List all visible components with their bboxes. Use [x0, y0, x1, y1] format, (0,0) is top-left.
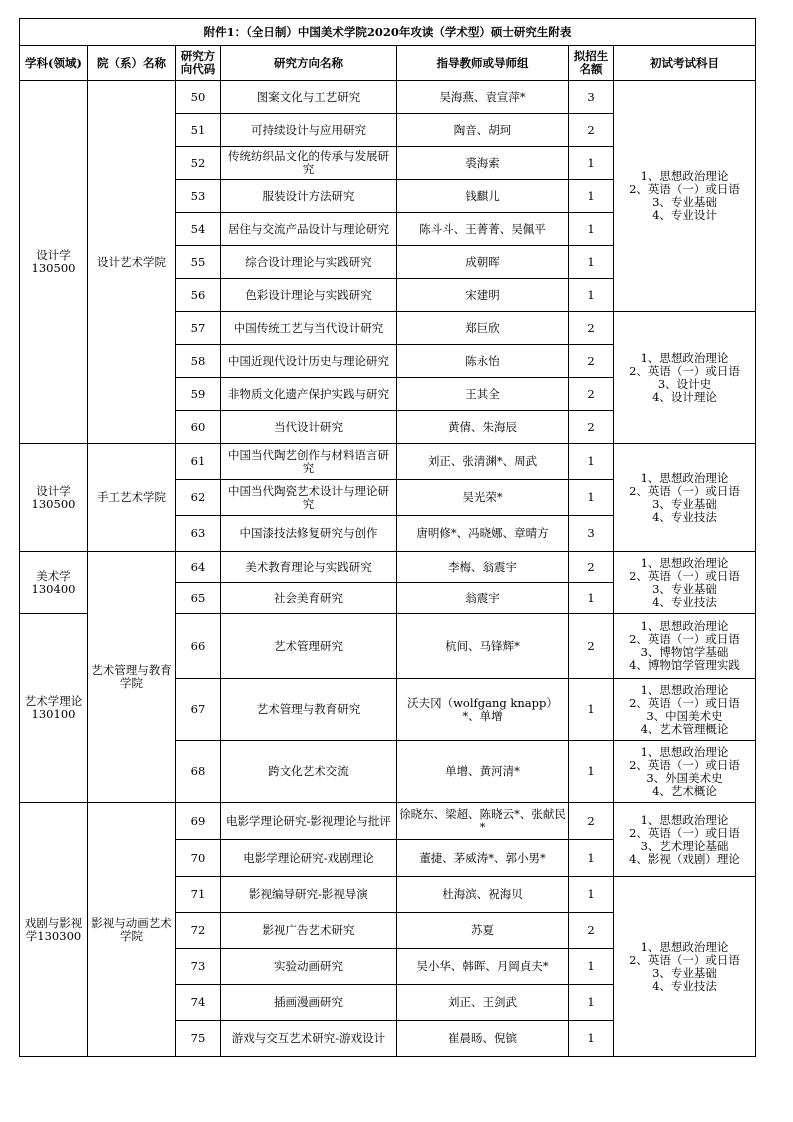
- direction-cell: 服装设计方法研究: [221, 180, 397, 213]
- advisor-cell: 吴小华、韩晖、月岡貞夫*: [397, 949, 569, 985]
- header-advisor: 指导教师或导师组: [397, 46, 569, 81]
- exam-subject-line: 1、思想政治理论: [640, 939, 729, 954]
- subject-cell: 设计学 130500: [20, 444, 88, 552]
- code-cell: 60: [176, 411, 221, 444]
- exam-subject-line: 1、思想政治理论: [640, 169, 729, 183]
- advisor-cell: 徐晓东、梁超、陈晓云*、张献民*: [397, 803, 569, 840]
- advisor-cell: 杭间、马锋辉*: [397, 614, 569, 679]
- code-cell: 71: [176, 877, 221, 913]
- exam-subject-line: 2、英语（一）或日语: [629, 568, 740, 583]
- exam-subject-line: 4、艺术概论: [652, 783, 717, 798]
- subject-cell: 美术学 130400: [20, 552, 88, 614]
- direction-cell: 影视编导研究-影视导演: [221, 877, 397, 913]
- advisor-cell: 苏夏: [397, 913, 569, 949]
- code-cell: 64: [176, 552, 221, 583]
- direction-cell: 电影学理论研究-影视理论与批评: [221, 803, 397, 840]
- exam-subject-line: 4、专业设计: [652, 208, 717, 222]
- header-dept: 院（系）名称: [88, 46, 176, 81]
- direction-cell: 综合设计理论与实践研究: [221, 246, 397, 279]
- code-cell: 58: [176, 345, 221, 378]
- direction-cell: 插画漫画研究: [221, 985, 397, 1021]
- code-cell: 66: [176, 614, 221, 679]
- advisor-cell: 郑巨欣: [397, 312, 569, 345]
- direction-cell: 影视广告艺术研究: [221, 913, 397, 949]
- header-direction: 研究方向名称: [221, 46, 397, 81]
- exam-subjects-cell: [614, 81, 756, 312]
- title-row: [20, 19, 756, 46]
- advisor-cell: 陈永怡: [397, 345, 569, 378]
- code-cell: 73: [176, 949, 221, 985]
- code-cell: 59: [176, 378, 221, 411]
- direction-cell: 传统纺织品文化的传承与发展研究: [221, 147, 397, 180]
- exam-subjects-cell: [614, 552, 756, 614]
- advisor-cell: 吴光荣*: [397, 480, 569, 516]
- code-cell: 61: [176, 444, 221, 480]
- exam-subject-line: 1、思想政治理论: [640, 812, 729, 827]
- direction-cell: 色彩设计理论与实践研究: [221, 279, 397, 312]
- table-title: 附件1：（全日制）中国美术学院2020年攻读（学术型）硕士研究生附表: [20, 19, 756, 46]
- exam-subject-line: 3、专业基础: [652, 496, 717, 511]
- direction-cell: 中国近现代设计历史与理论研究: [221, 345, 397, 378]
- document-sheet: [19, 18, 756, 1057]
- quota-cell: 1: [569, 279, 614, 312]
- exam-subject-line: 2、英语（一）或日语: [629, 695, 740, 710]
- advisor-cell: 李梅、翁震宇: [397, 552, 569, 583]
- code-cell: 52: [176, 147, 221, 180]
- code-cell: 67: [176, 679, 221, 741]
- dept-cell: 设计艺术学院: [88, 81, 176, 444]
- exam-subject-line: 2、英语（一）或日语: [629, 363, 740, 378]
- direction-cell: 中国漆技法修复研究与创作: [221, 516, 397, 552]
- direction-cell: 艺术管理与教育研究: [221, 679, 397, 741]
- code-cell: 68: [176, 741, 221, 803]
- quota-cell: 2: [569, 614, 614, 679]
- code-cell: 53: [176, 180, 221, 213]
- quota-cell: 1: [569, 877, 614, 913]
- advisor-cell: 刘正、张清渊*、周武: [397, 444, 569, 480]
- advisor-cell: 单增、黄河清*: [397, 741, 569, 803]
- code-cell: 69: [176, 803, 221, 840]
- exam-subject-line: 4、设计理论: [652, 389, 717, 404]
- advisor-cell: 杜海滨、祝海贝: [397, 877, 569, 913]
- exam-subject-line: 2、英语（一）或日语: [629, 632, 740, 646]
- quota-cell: 1: [569, 741, 614, 803]
- quota-cell: 1: [569, 480, 614, 516]
- advisor-cell: 陈斗斗、王菁菁、吴佩平: [397, 213, 569, 246]
- advisor-cell: 宋建明: [397, 279, 569, 312]
- exam-subject-line: 1、思想政治理论: [640, 350, 729, 365]
- exam-subject-line: 3、外国美术史: [646, 770, 723, 785]
- exam-subject-line: 4、专业技法: [652, 594, 717, 609]
- admissions-table: [19, 18, 756, 1057]
- code-cell: 74: [176, 985, 221, 1021]
- exam-subject-line: 2、英语（一）或日语: [629, 483, 740, 498]
- advisor-cell: 翁震宇: [397, 583, 569, 614]
- advisor-cell: 钱麒儿: [397, 180, 569, 213]
- exam-subject-line: 4、影视（戏剧）理论: [629, 851, 740, 866]
- code-cell: 75: [176, 1021, 221, 1057]
- code-cell: 72: [176, 913, 221, 949]
- quota-cell: 2: [569, 803, 614, 840]
- exam-subject-line: 1、思想政治理论: [640, 619, 729, 633]
- exam-subject-line: 2、英语（一）或日语: [629, 825, 740, 840]
- advisor-cell: 沃夫冈（wolfgang knapp）*、单增: [397, 679, 569, 741]
- code-cell: 50: [176, 81, 221, 114]
- quota-cell: 1: [569, 1021, 614, 1057]
- direction-cell: 游戏与交互艺术研究-游戏设计: [221, 1021, 397, 1057]
- direction-cell: 可持续设计与应用研究: [221, 114, 397, 147]
- exam-subject-line: 4、艺术管理概论: [640, 721, 729, 736]
- quota-cell: 2: [569, 378, 614, 411]
- header-row: [20, 46, 756, 81]
- advisor-cell: 唐明修*、冯晓娜、章晴方: [397, 516, 569, 552]
- quota-cell: 2: [569, 312, 614, 345]
- direction-cell: 居住与交流产品设计与理论研究: [221, 213, 397, 246]
- code-cell: 62: [176, 480, 221, 516]
- exam-subject-line: 4、博物馆学管理实践: [629, 658, 740, 672]
- exam-subject-line: 2、英语（一）或日语: [629, 757, 740, 772]
- quota-cell: 3: [569, 81, 614, 114]
- dept-cell: 影视与动画艺术学院: [88, 803, 176, 1057]
- dept-cell: 手工艺术学院: [88, 444, 176, 552]
- quota-cell: 2: [569, 552, 614, 583]
- direction-cell: 中国当代陶瓷艺术设计与理论研究: [221, 480, 397, 516]
- quota-cell: 1: [569, 583, 614, 614]
- direction-cell: 实验动画研究: [221, 949, 397, 985]
- advisor-cell: 陶音、胡珂: [397, 114, 569, 147]
- subject-cell: 戏剧与影视学130300: [20, 803, 88, 1057]
- quota-cell: 2: [569, 114, 614, 147]
- exam-subject-line: 3、专业基础: [652, 581, 717, 596]
- advisor-cell: 王其全: [397, 378, 569, 411]
- quota-cell: 1: [569, 840, 614, 877]
- exam-subject-line: 3、专业基础: [652, 195, 717, 209]
- exam-subjects-cell: [614, 741, 756, 803]
- direction-cell: 非物质文化遗产保护实践与研究: [221, 378, 397, 411]
- exam-subject-line: 1、思想政治理论: [640, 744, 729, 759]
- code-cell: 57: [176, 312, 221, 345]
- advisor-cell: 黄倩、朱海辰: [397, 411, 569, 444]
- code-cell: 51: [176, 114, 221, 147]
- quota-cell: 2: [569, 345, 614, 378]
- exam-subjects-cell: [614, 877, 756, 1057]
- code-cell: 63: [176, 516, 221, 552]
- quota-cell: 1: [569, 213, 614, 246]
- direction-cell: 社会美育研究: [221, 583, 397, 614]
- table-row: [20, 803, 756, 840]
- header-quota: 拟招生名额: [569, 46, 614, 81]
- subject-cell: 设计学 130500: [20, 81, 88, 444]
- exam-subject-line: 2、英语（一）或日语: [629, 952, 740, 967]
- direction-cell: 艺术管理研究: [221, 614, 397, 679]
- code-cell: 56: [176, 279, 221, 312]
- direction-cell: 当代设计研究: [221, 411, 397, 444]
- exam-subject-line: 1、思想政治理论: [640, 555, 729, 570]
- exam-subject-line: 3、艺术理论基础: [640, 838, 729, 853]
- exam-subject-line: 3、中国美术史: [646, 708, 723, 723]
- quota-cell: 2: [569, 411, 614, 444]
- header-code: 研究方向代码: [176, 46, 221, 81]
- exam-subject-line: 3、博物馆学基础: [640, 645, 729, 659]
- direction-cell: 图案文化与工艺研究: [221, 81, 397, 114]
- exam-subject-line: 1、思想政治理论: [640, 470, 729, 485]
- exam-subjects-cell: [614, 444, 756, 552]
- quota-cell: 2: [569, 913, 614, 949]
- code-cell: 55: [176, 246, 221, 279]
- advisor-cell: 成朝晖: [397, 246, 569, 279]
- exam-subjects-cell: [614, 679, 756, 741]
- quota-cell: 1: [569, 147, 614, 180]
- direction-cell: 中国传统工艺与当代设计研究: [221, 312, 397, 345]
- quota-cell: 1: [569, 246, 614, 279]
- subject-cell: 艺术学理论 130100: [20, 614, 88, 803]
- header-subject: 学科(领域): [20, 46, 88, 81]
- exam-subject-line: 4、专业技法: [652, 978, 717, 993]
- exam-subject-line: 3、设计史: [657, 376, 712, 391]
- quota-cell: 1: [569, 679, 614, 741]
- code-cell: 70: [176, 840, 221, 877]
- code-cell: 54: [176, 213, 221, 246]
- quota-cell: 1: [569, 949, 614, 985]
- exam-subject-line: 3、专业基础: [652, 965, 717, 980]
- exam-subjects-cell: [614, 614, 756, 679]
- quota-cell: 1: [569, 985, 614, 1021]
- exam-subjects-cell: [614, 803, 756, 877]
- advisor-cell: 裘海索: [397, 147, 569, 180]
- quota-cell: 1: [569, 180, 614, 213]
- direction-cell: 美术教育理论与实践研究: [221, 552, 397, 583]
- exam-subjects-cell: [614, 312, 756, 444]
- advisor-cell: 董捷、茅威涛*、郭小男*: [397, 840, 569, 877]
- direction-cell: 中国当代陶艺创作与材料语言研究: [221, 444, 397, 480]
- exam-subject-line: 1、思想政治理论: [640, 682, 729, 697]
- quota-cell: 1: [569, 444, 614, 480]
- advisor-cell: 刘正、王剑武: [397, 985, 569, 1021]
- advisor-cell: 吴海燕、袁宣萍*: [397, 81, 569, 114]
- table-row: [20, 444, 756, 480]
- advisor-cell: 崔晨旸、倪镔: [397, 1021, 569, 1057]
- code-cell: 65: [176, 583, 221, 614]
- table-row: [20, 81, 756, 114]
- dept-cell: 艺术管理与教育学院: [88, 552, 176, 803]
- direction-cell: 电影学理论研究-戏剧理论: [221, 840, 397, 877]
- table-row: [20, 552, 756, 583]
- header-exam: 初试考试科目: [614, 46, 756, 81]
- exam-subject-line: 2、英语（一）或日语: [629, 182, 740, 196]
- exam-subject-line: 4、专业技法: [652, 509, 717, 524]
- quota-cell: 3: [569, 516, 614, 552]
- direction-cell: 跨文化艺术交流: [221, 741, 397, 803]
